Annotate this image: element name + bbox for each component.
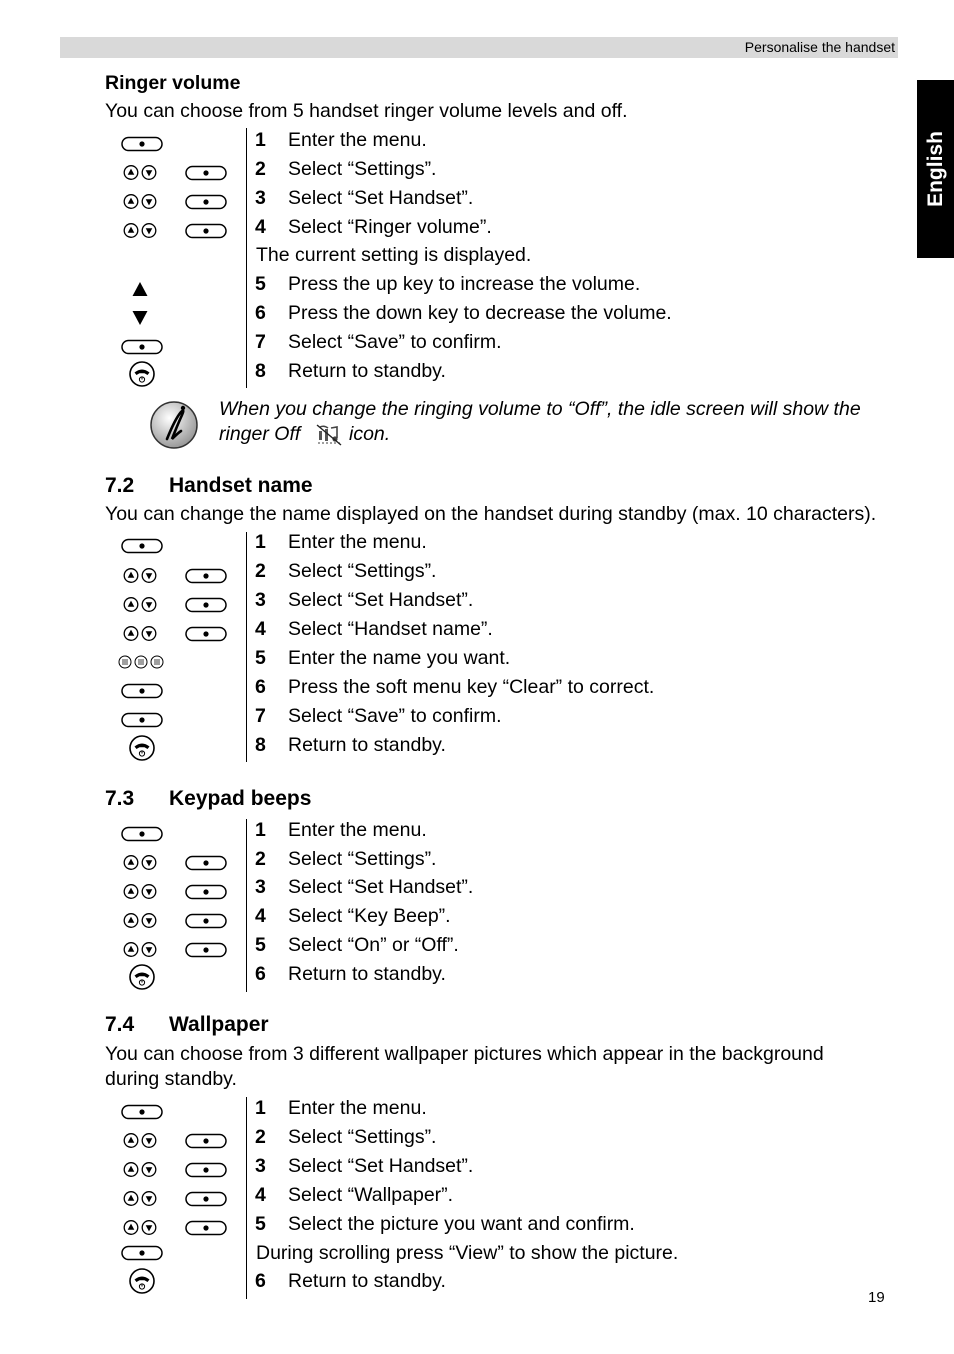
step-number: 2	[255, 848, 266, 870]
up-down-keys-icon	[122, 941, 158, 958]
select-softkey-icon	[185, 942, 227, 958]
step-number: 7	[255, 331, 266, 353]
header-bar	[60, 37, 898, 58]
step-number: 1	[255, 1097, 266, 1119]
steps-divider	[246, 128, 247, 388]
page-number: 19	[868, 1289, 885, 1306]
section-number: 7.2	[105, 474, 135, 497]
step-number: 3	[255, 187, 266, 209]
section-title: Handset name	[169, 474, 313, 497]
step-number: 4	[255, 618, 266, 640]
select-softkey-icon	[185, 913, 227, 929]
down-arrow-icon	[131, 309, 149, 327]
step-number: 3	[255, 876, 266, 898]
step-text: Enter the name you want.	[288, 647, 511, 669]
step-text: Select “Set Handset”.	[288, 589, 474, 611]
menu-softkey-icon	[121, 538, 163, 554]
steps-divider	[246, 1097, 247, 1299]
up-down-keys-icon	[122, 596, 158, 613]
up-down-keys-icon	[122, 567, 158, 584]
step-text: Select “Settings”.	[288, 1126, 437, 1148]
step-number: 6	[255, 676, 266, 698]
ringer-off-note-part: ringer Off	[219, 423, 301, 445]
step-text: Select “Set Handset”.	[288, 876, 474, 898]
save-softkey-icon	[121, 712, 163, 728]
step-number: 2	[255, 158, 266, 180]
section-number: 7.3	[105, 787, 135, 810]
select-softkey-icon	[185, 1133, 227, 1149]
up-down-keys-icon	[122, 1219, 158, 1236]
step-number: 5	[255, 273, 266, 295]
step-text: Enter the menu.	[288, 531, 427, 553]
step-number: 1	[255, 129, 266, 151]
wallpaper-intro: You can choose from 3 different wallpaper pictures which appear in the background	[105, 1043, 824, 1065]
header-title: Personalise the handset	[744, 39, 895, 55]
step-text: Enter the menu.	[288, 129, 427, 151]
section-number: 7.4	[105, 1013, 135, 1036]
step-number: 2	[255, 1126, 266, 1148]
keypad-keys-icon	[117, 655, 165, 669]
step-number: 2	[255, 560, 266, 582]
select-softkey-icon	[185, 1191, 227, 1207]
step-number: 8	[255, 734, 266, 756]
step-text: Select “Wallpaper”.	[288, 1184, 454, 1206]
select-softkey-icon	[185, 165, 227, 181]
step-text: Select “Ringer volume”.	[288, 216, 492, 238]
step-number: 1	[255, 819, 266, 841]
step-text: Select “Settings”.	[288, 158, 437, 180]
step-number: 8	[255, 360, 266, 382]
select-softkey-icon	[185, 223, 227, 239]
up-down-keys-icon	[122, 854, 158, 871]
up-down-keys-icon	[122, 164, 158, 181]
steps-divider	[246, 819, 247, 992]
step-text: Select “Save” to confirm.	[288, 705, 502, 727]
end-call-icon	[128, 963, 156, 991]
language-tab	[917, 80, 954, 258]
step-text: Press the soft menu key “Clear” to correct.	[288, 676, 655, 698]
step-text: Select “Handset name”.	[288, 618, 493, 640]
select-softkey-icon	[185, 1220, 227, 1236]
select-softkey-icon	[185, 626, 227, 642]
current-setting-note: The current setting is displayed.	[256, 244, 532, 266]
up-down-keys-icon	[122, 193, 158, 210]
step-text: Select “Set Handset”.	[288, 187, 474, 209]
up-down-keys-icon	[122, 883, 158, 900]
section-title: Keypad beeps	[169, 787, 312, 810]
up-down-keys-icon	[122, 222, 158, 239]
end-call-icon	[128, 1267, 156, 1295]
step-text: Return to standby.	[288, 1270, 446, 1292]
menu-softkey-icon	[121, 136, 163, 152]
save-softkey-icon	[121, 339, 163, 355]
select-softkey-icon	[185, 855, 227, 871]
up-down-keys-icon	[122, 1190, 158, 1207]
up-down-keys-icon	[122, 1161, 158, 1178]
step-number: 4	[255, 905, 266, 927]
step-number: 5	[255, 647, 266, 669]
ringer-volume-title: Ringer volume	[105, 72, 241, 94]
step-number: 7	[255, 705, 266, 727]
step-number: 6	[255, 963, 266, 985]
step-number: 5	[255, 1213, 266, 1235]
step-text: Enter the menu.	[288, 819, 427, 841]
section-title: Wallpaper	[169, 1013, 269, 1036]
clear-softkey-icon	[121, 683, 163, 699]
step-text: Press the up key to increase the volume.	[288, 273, 641, 295]
view-softkey-icon	[121, 1245, 163, 1261]
scrolling-note: During scrolling press “View” to show the picture.	[256, 1242, 679, 1264]
select-softkey-icon	[185, 597, 227, 613]
step-text: Select “Settings”.	[288, 848, 437, 870]
step-number: 6	[255, 1270, 266, 1292]
up-arrow-icon	[131, 280, 149, 298]
step-text: Select the picture you want and confirm.	[288, 1213, 635, 1235]
step-number: 6	[255, 302, 266, 324]
select-softkey-icon	[185, 884, 227, 900]
step-text: Select “Settings”.	[288, 560, 437, 582]
step-text: Press the down key to decrease the volume.	[288, 302, 672, 324]
step-text: Select “Key Beep”.	[288, 905, 451, 927]
end-call-icon	[128, 734, 156, 762]
step-text: Enter the menu.	[288, 1097, 427, 1119]
step-text: Return to standby.	[288, 963, 446, 985]
step-text: Return to standby.	[288, 360, 446, 382]
up-down-keys-icon	[122, 1132, 158, 1149]
step-text: Select “Save” to confirm.	[288, 331, 502, 353]
ringer-off-icon	[316, 424, 342, 446]
step-number: 4	[255, 216, 266, 238]
up-down-keys-icon	[122, 912, 158, 929]
info-icon	[148, 399, 200, 451]
step-text: Select “Set Handset”.	[288, 1155, 474, 1177]
wallpaper-intro-cont: during standby.	[105, 1068, 237, 1090]
step-number: 1	[255, 531, 266, 553]
step-number: 3	[255, 1155, 266, 1177]
menu-softkey-icon	[121, 826, 163, 842]
menu-softkey-icon	[121, 1104, 163, 1120]
steps-divider	[246, 532, 247, 762]
step-number: 3	[255, 589, 266, 611]
ringer-volume-intro: You can choose from 5 handset ringer volume levels and off.	[105, 100, 628, 122]
select-softkey-icon	[185, 194, 227, 210]
ringer-off-note-part: icon.	[349, 423, 391, 445]
ringer-off-note: When you change the ringing volume to “Off”, the idle screen will show the	[219, 398, 861, 420]
handset-name-intro: You can change the name displayed on the handset during standby (max. 10 characters).	[105, 503, 877, 525]
end-call-icon	[128, 360, 156, 388]
step-text: Return to standby.	[288, 734, 446, 756]
language-tab-label: English	[923, 131, 947, 207]
up-down-keys-icon	[122, 625, 158, 642]
step-number: 5	[255, 934, 266, 956]
select-softkey-icon	[185, 568, 227, 584]
step-text: Select “On” or “Off”.	[288, 934, 459, 956]
select-softkey-icon	[185, 1162, 227, 1178]
step-number: 4	[255, 1184, 266, 1206]
